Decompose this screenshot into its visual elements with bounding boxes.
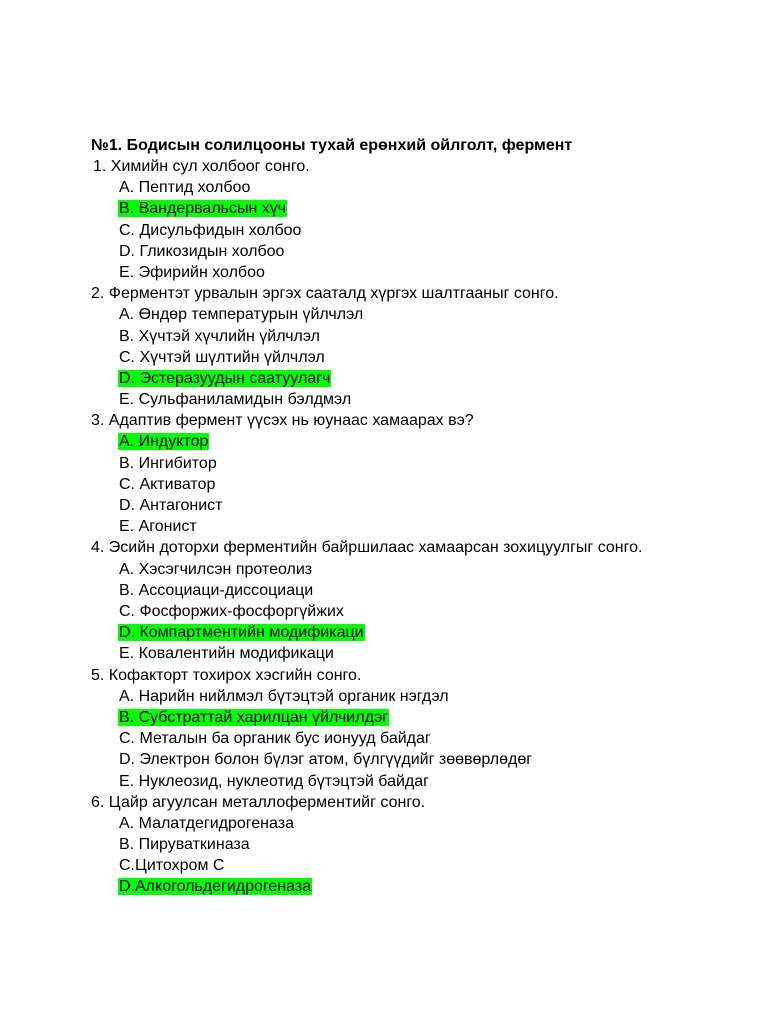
answer-option <box>91 559 731 580</box>
answer-option-label: D. Эстеразуудын саатуулагч <box>119 369 331 387</box>
answer-option-label: B. Хүчтэй хүчлийн үйлчлэл <box>119 327 321 345</box>
question-list <box>91 156 731 898</box>
answer-option-label: B. Пируваткиназа <box>119 836 250 854</box>
answer-option-label: C. Металын ба органик бус ионууд байдаг <box>119 730 431 748</box>
answer-option <box>91 262 731 283</box>
answer-option <box>91 241 731 262</box>
question-3 <box>91 410 731 537</box>
answer-option-label: D.Алкогольдегидрогеназа <box>119 878 312 896</box>
answer-option-label: A. Малатдегидрогеназа <box>119 814 294 832</box>
answer-option-label: D. Антагонист <box>119 497 223 515</box>
question-2 <box>91 283 731 410</box>
answer-option-label: C.Цитохром С <box>119 857 225 875</box>
answer-option-label: E. Нуклеозид, нуклеотид бүтэцтэй байдаг <box>119 772 429 790</box>
answer-option-label: A. Нарийн нийлмэл бүтэцтэй органик нэгдэл <box>119 687 449 705</box>
answer-option <box>91 601 731 622</box>
question-text: 1. Химийн сул холбоог сонго. <box>93 158 310 175</box>
answer-option <box>91 813 731 834</box>
answer-option-label: C. Хүчтэй шүлтийн үйлчлэл <box>119 348 325 366</box>
answer-option-label: D. Компартментийн модификаци <box>119 624 364 642</box>
answer-option <box>91 177 731 198</box>
answer-option <box>91 516 731 537</box>
answer-option-label: E. Ковалентийн модификаци <box>119 645 334 663</box>
answer-option-label: A. Өндөр температурын үйлчлэл <box>119 306 364 324</box>
answer-option-label: C. Фосфоржих-фосфоргүйжих <box>119 603 344 620</box>
answer-option <box>91 749 731 770</box>
answer-option <box>91 495 731 516</box>
answer-option <box>91 771 731 792</box>
answer-option <box>91 389 731 410</box>
question-4 <box>91 537 731 664</box>
document-content <box>91 135 731 898</box>
answer-option-label: A. Хэсэгчилсэн протеолиз <box>119 560 313 578</box>
question-text: 6. Цайр агуулсан металлоферментийг сонго. <box>91 793 426 811</box>
answer-option-label: D. Гликозидын холбоо <box>119 242 285 260</box>
answer-option <box>91 643 731 664</box>
answer-option-label: C. Активатор <box>119 475 216 493</box>
answer-option <box>91 220 731 241</box>
answer-option-label: A. Индуктор <box>119 433 209 451</box>
question-text: 3. Адаптив фермент үүсэх нь юунаас хамаарах вэ? <box>91 412 474 430</box>
answer-option-label: E. Сульфаниламидын бэлдмэл <box>119 391 352 409</box>
answer-option-label: B. Ингибитор <box>119 454 217 472</box>
answer-option-correct <box>91 198 731 219</box>
question-text: 2. Ферментэт урвалын эргэх сааталд хүргэх шалтгааныг сонго. <box>91 285 559 303</box>
answer-option-correct <box>91 707 731 728</box>
answer-option <box>91 686 731 707</box>
question-5 <box>91 665 731 792</box>
answer-option <box>91 453 731 474</box>
answer-option-correct <box>91 622 731 643</box>
answer-option-label: E. Агонист <box>119 518 197 536</box>
answer-option-label: B. Ассоциаци-диссоциаци <box>119 581 314 599</box>
answer-option-label: B. Вандервальсын хүч <box>119 200 287 218</box>
question-6 <box>91 792 731 898</box>
answer-option-correct <box>91 368 731 389</box>
answer-option <box>91 474 731 495</box>
answer-option-correct <box>91 876 731 897</box>
question-1 <box>91 156 731 283</box>
answer-option <box>91 580 731 601</box>
question-text: 4. Эсийн доторхи ферментийн байршилаас хамаарсан зохицуулгыг сонго. <box>91 539 643 557</box>
answer-option <box>91 347 731 368</box>
answer-option <box>91 728 731 749</box>
answer-option-correct <box>91 431 731 452</box>
answer-option-label: E. Эфирийн холбоо <box>119 263 265 281</box>
document-title: №1. Бодисын солилцооны тухай ерөнхий ойлголт, фермент <box>91 137 573 154</box>
answer-option-label: C. Дисульфидын холбоо <box>119 221 302 239</box>
answer-option <box>91 855 731 876</box>
answer-option-label: D. Электрон болон бүлэг атом, бүлгүүдийг зөөвөрлөдөг <box>119 751 533 769</box>
answer-option <box>91 834 731 855</box>
answer-option <box>91 304 731 325</box>
answer-option-label: A. Пептид холбоо <box>119 179 251 197</box>
answer-option-label: B. Субстраттай харилцан үйлчилдэг <box>119 708 389 726</box>
answer-option <box>91 326 731 347</box>
question-text: 5. Кофакторт тохирох хэсгийн сонго. <box>91 666 362 684</box>
